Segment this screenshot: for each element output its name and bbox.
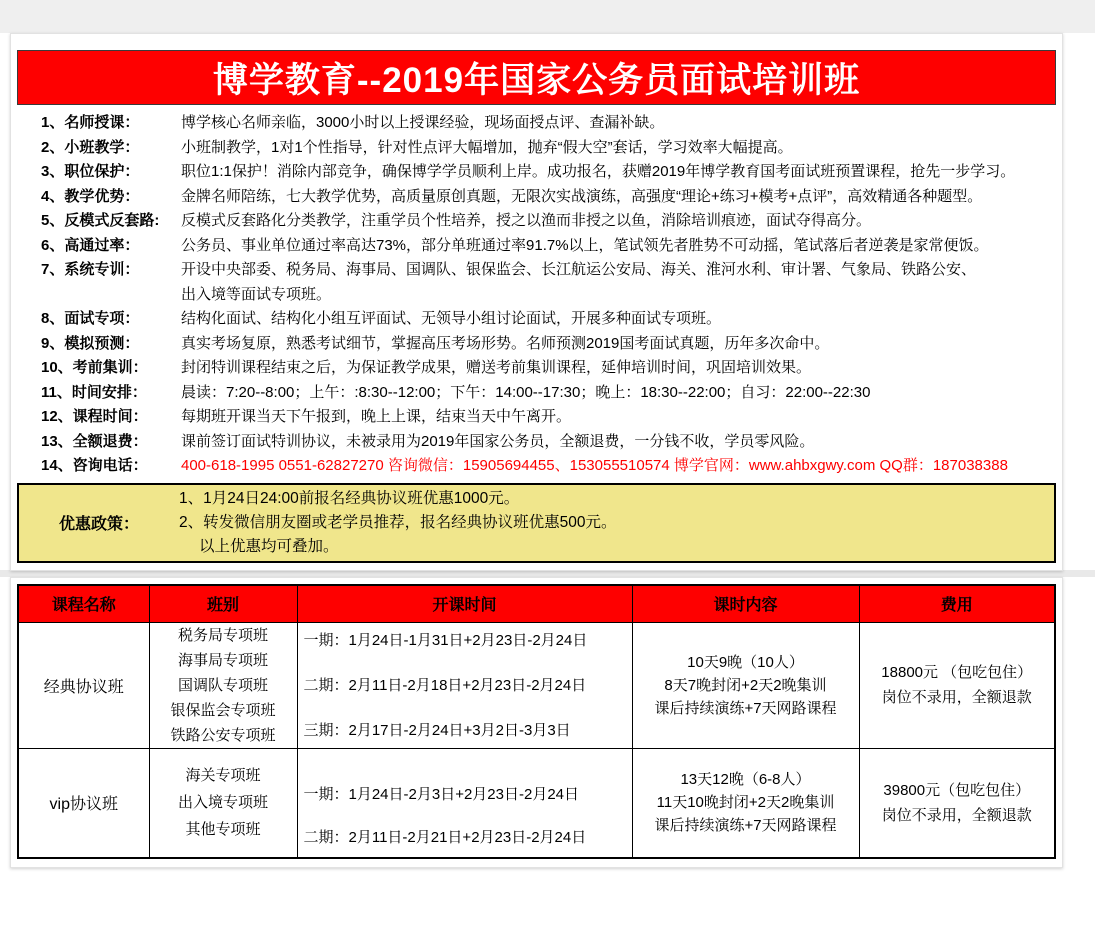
course-table bbox=[17, 584, 1056, 859]
feature-row bbox=[41, 234, 1048, 259]
table-sheet bbox=[10, 577, 1063, 868]
content-line: 11天10晚封闭+2天2晚集训 bbox=[656, 794, 835, 812]
feature-label: 13、全额退费： bbox=[41, 432, 148, 450]
schedule-line: 二期：2月11日-2月21日+2月23日-2月24日 bbox=[303, 829, 587, 846]
feature-row bbox=[41, 430, 1048, 455]
table-header-row bbox=[18, 585, 1055, 622]
feature-label: 14、咨询电话： bbox=[41, 457, 148, 474]
class-item: 国调队专项班 bbox=[177, 676, 268, 694]
feature-label: 5、反模式反套路: bbox=[41, 212, 160, 229]
class-item: 税务局专项班 bbox=[177, 626, 268, 644]
flyer-sheet bbox=[10, 33, 1063, 571]
feature-label: 7、系统专训： bbox=[41, 261, 140, 278]
course-name-cell: 经典协议班 bbox=[18, 622, 149, 748]
feature-label: 3、职位保护： bbox=[41, 163, 140, 180]
class-item: 海关专项班 bbox=[185, 767, 261, 785]
feature-text: 封闭特训课程结束之后，为保证教学成果，赠送考前集训课程，延伸培训时间，巩固培训效果。 bbox=[181, 359, 812, 376]
feature-text: 每期班开课当天下午报到，晚上上课，结束当天中午离开。 bbox=[181, 408, 572, 425]
feature-text: 真实考场复原，熟悉考试细节，掌握高压考场形势。名师预测2019国考面试真题，历年多次命中。 bbox=[181, 334, 830, 352]
class-list-cell bbox=[149, 748, 297, 858]
header-fee: 费用 bbox=[859, 585, 1055, 622]
feature-text: 课前签订面试特训协议，未被录用为2019年国家公务员，全额退费，一分钱不收，学员零风险。 bbox=[181, 432, 815, 450]
header-schedule: 开课时间 bbox=[297, 585, 632, 622]
promo-label: 优惠政策： bbox=[58, 516, 139, 533]
feature-label: 2、小班教学： bbox=[41, 138, 140, 156]
content-line: 课后持续演练+7天网路课程 bbox=[654, 699, 837, 717]
class-item: 其他专项班 bbox=[185, 821, 261, 839]
feature-text-line1: 开设中央部委、税务局、海事局、国调队、银保监会、长江航运公安局、海关、淮河水利、审计署、气象局、铁路公安、 bbox=[181, 261, 977, 278]
feature-label: 12、课程时间： bbox=[41, 408, 148, 425]
fee-cell bbox=[859, 748, 1055, 858]
promo-line: 1、1月24日24:00前报名经典协议班优惠1000元。 bbox=[179, 489, 520, 507]
feature-row bbox=[41, 356, 1048, 381]
feature-label: 1、名师授课： bbox=[41, 114, 140, 131]
feature-label: 9、模拟预测： bbox=[41, 334, 140, 352]
fee-line: 岗位不录用，全额退款 bbox=[881, 806, 1032, 824]
feature-label: 4、教学优势： bbox=[41, 187, 140, 205]
course-name-cell: vip协议班 bbox=[18, 748, 149, 858]
feature-text-contact: 400-618-1995 0551-62827270 咨询微信：15905694455、153055510574 博学官网：www.ahbxgwy.com QQ群：187038388 bbox=[181, 457, 1008, 474]
feature-text-line2: 出入境等面试专项班。 bbox=[181, 285, 332, 303]
content-cell bbox=[632, 622, 859, 748]
feature-row bbox=[41, 111, 1048, 136]
feature-label: 8、面试专项： bbox=[41, 310, 140, 327]
header-class-type: 班别 bbox=[149, 585, 297, 622]
feature-text: 晨读：7:20--8:00；上午：:8:30--12:00；下午：14:00--17:30；晚上：18:30--22:00；自习：22:00--22:30 bbox=[181, 383, 871, 401]
feature-text: 小班制教学，1对1个性指导，针对性点评大幅增加，抛弃“假大空”套话，学习效率大幅提高。 bbox=[181, 138, 793, 156]
schedule-cell bbox=[297, 748, 632, 858]
middle-gray-band bbox=[0, 570, 1095, 577]
schedule-line: 一期：1月24日-2月3日+2月23日-2月24日 bbox=[303, 785, 580, 803]
promo-content bbox=[179, 485, 1054, 561]
content-cell bbox=[632, 748, 859, 858]
feature-row bbox=[41, 209, 1048, 234]
page-title: 博学教育--2019年国家公务员面试培训班 bbox=[212, 60, 861, 100]
feature-text: 金牌名师陪练，七大教学优势，高质量原创真题，无限次实战演练，高强度“理论+练习+模考+点评”，高效精通各种题型。 bbox=[181, 187, 983, 205]
content-line: 课后持续演练+7天网路课程 bbox=[654, 817, 837, 835]
header-content: 课时内容 bbox=[632, 585, 859, 622]
feature-text: 结构化面试、结构化小组互评面试、无领导小组讨论面试，开展多种面试专项班。 bbox=[181, 310, 722, 327]
fee-line: 18800元 （包吃包住） bbox=[881, 664, 1033, 681]
content-line: 13天12晚（6-8人） bbox=[680, 771, 811, 789]
feature-row bbox=[41, 332, 1048, 357]
promo-line: 2、转发微信朋友圈或老学员推荐，报名经典协议班优惠500元。 bbox=[179, 513, 617, 531]
class-item: 铁路公安专项班 bbox=[170, 726, 276, 744]
schedule-cell bbox=[297, 622, 632, 748]
feature-label: 10、考前集训： bbox=[41, 359, 148, 376]
content-line: 10天9晚（10人） bbox=[687, 653, 804, 671]
promo-box bbox=[17, 483, 1056, 563]
top-gray-band bbox=[0, 0, 1095, 33]
content-line: 8天7晚封闭+2天2晚集训 bbox=[664, 676, 827, 694]
fee-line: 岗位不录用，全额退款 bbox=[881, 689, 1032, 706]
feature-text: 反模式反套路化分类教学，注重学员个性培养，授之以渔而非授之以鱼，消除培训痕迹，面试夺得高分。 bbox=[181, 212, 872, 229]
fee-cell bbox=[859, 622, 1055, 748]
fee-line: 39800元（包吃包住） bbox=[883, 781, 1031, 799]
feature-row bbox=[41, 307, 1048, 332]
header-course-name: 课程名称 bbox=[18, 585, 149, 622]
schedule-line: 二期：2月11日-2月18日+2月23日-2月24日 bbox=[303, 676, 587, 694]
feature-row bbox=[41, 454, 1048, 479]
schedule-line: 三期：2月17日-2月24日+3月2日-3月3日 bbox=[303, 721, 571, 739]
feature-text bbox=[181, 258, 1048, 307]
feature-row bbox=[41, 381, 1048, 406]
feature-row bbox=[41, 136, 1048, 161]
feature-text: 博学核心名师亲临，3000小时以上授课经验，现场面授点评、查漏补缺。 bbox=[181, 114, 665, 131]
class-list-cell bbox=[149, 622, 297, 748]
class-item: 出入境专项班 bbox=[177, 794, 268, 812]
feature-label: 6、高通过率： bbox=[41, 236, 140, 254]
feature-row bbox=[41, 258, 1048, 307]
class-item: 海事局专项班 bbox=[177, 651, 268, 669]
feature-text: 职位1:1保护！消除内部竞争，确保博学学员顺利上岸。成功报名，获赠2019年博学教育国考面试班预置课程，抢先一步学习。 bbox=[181, 163, 1016, 180]
promo-line: 以上优惠均可叠加。 bbox=[199, 537, 339, 555]
feature-text: 公务员、事业单位通过率高达73%，部分单班通过率91.7%以上，笔试领先者胜势不可动摇，笔试落后者逆袭是家常便饭。 bbox=[181, 236, 989, 254]
class-item: 银保监会专项班 bbox=[170, 701, 276, 719]
schedule-line: 一期：1月24日-1月31日+2月23日-2月24日 bbox=[303, 631, 588, 649]
table-row-classic bbox=[18, 622, 1055, 748]
feature-label: 11、时间安排： bbox=[41, 383, 147, 401]
feature-row bbox=[41, 185, 1048, 210]
feature-row bbox=[41, 160, 1048, 185]
title-banner bbox=[17, 50, 1056, 105]
feature-row bbox=[41, 405, 1048, 430]
table-row-vip bbox=[18, 748, 1055, 858]
feature-list bbox=[11, 105, 1062, 479]
